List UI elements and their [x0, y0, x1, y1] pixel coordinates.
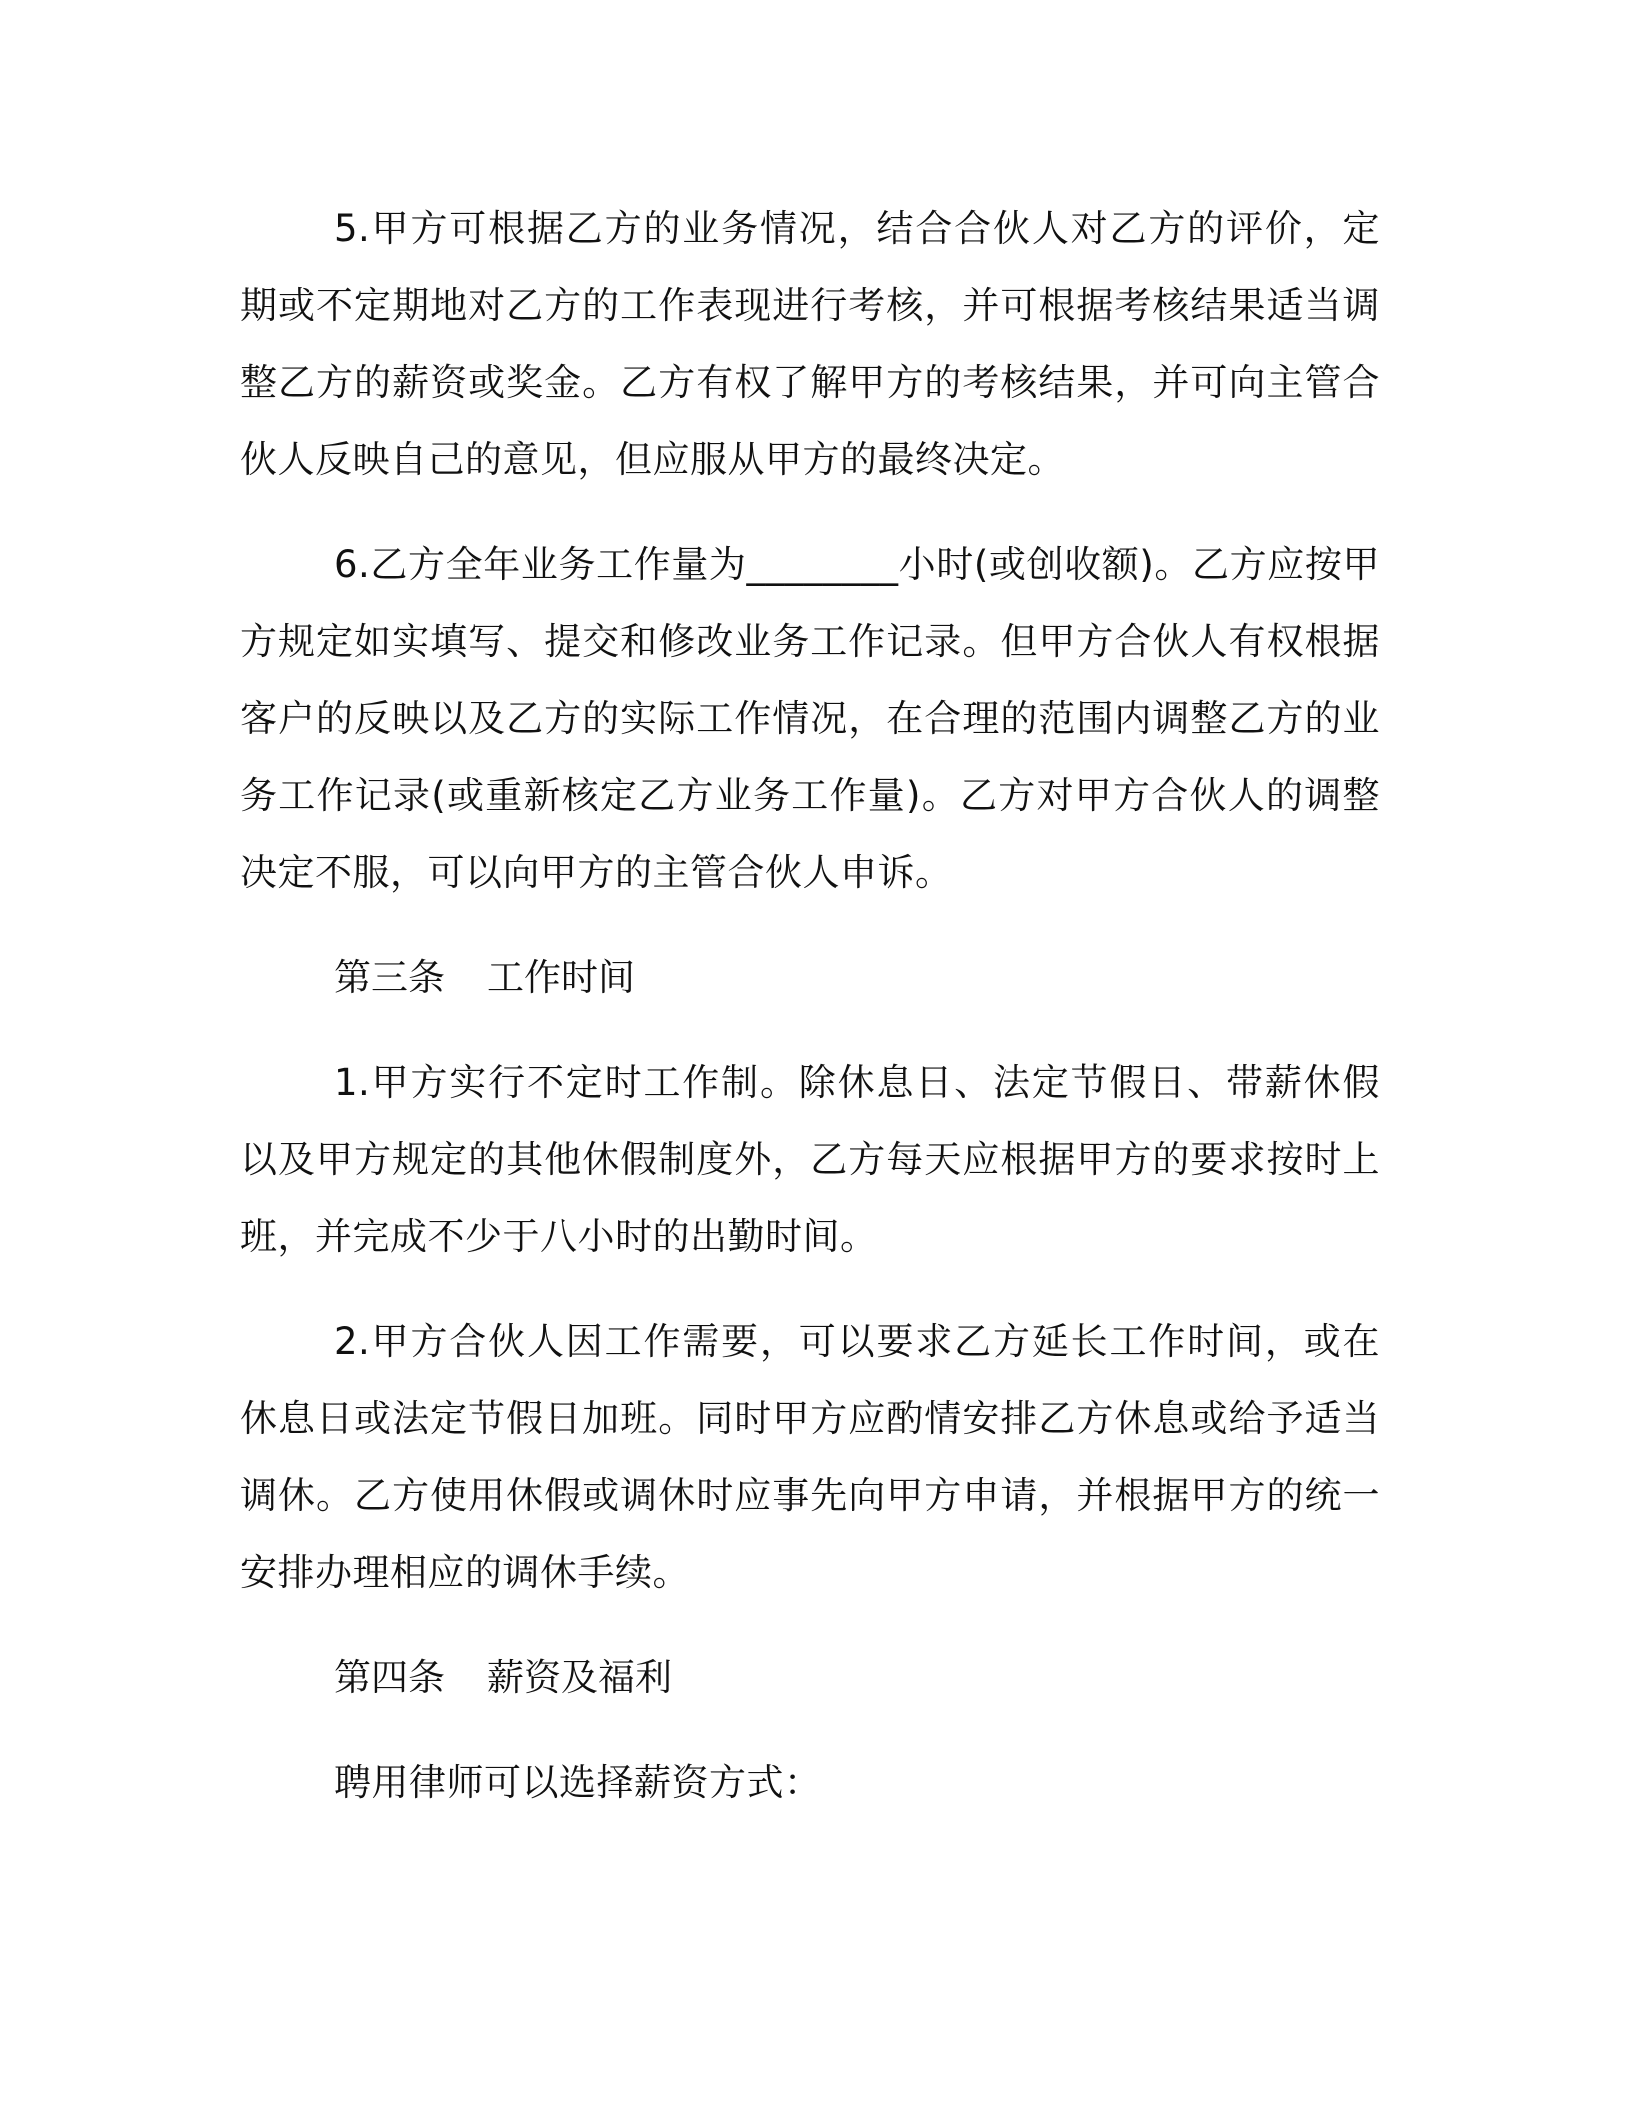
- article-4-number: 第四条: [334, 1656, 445, 1699]
- article-3-title: 工作时间: [487, 956, 635, 999]
- paragraph-gap: [240, 1716, 1380, 1744]
- article-3-item-2: 2.甲方合伙人因工作需要，可以要求乙方延长工作时间，或在休息日或法定节假日加班。同时甲方应酌情安排乙方休息或给予适当调休。乙方使用休假或调休时应事先向甲方申请，并根据甲方的统一安排办理相应的调休手续。: [240, 1320, 1380, 1594]
- paragraph-item-5: 5.甲方可根据乙方的业务情况，结合合伙人对乙方的评价，定期或不定期地对乙方的工作表现进行考核，并可根据考核结果适当调整乙方的薪资或奖金。乙方有权了解甲方的考核结果，并可向主管合伙人反映自己的意见，但应服从甲方的最终决定。: [240, 207, 1380, 481]
- article-4-title: 薪资及福利: [487, 1656, 672, 1699]
- document-body: [240, 190, 1380, 1821]
- paragraph-gap: [240, 1611, 1380, 1639]
- paragraph-gap: [240, 498, 1380, 526]
- article-3-item-1: 1.甲方实行不定时工作制。除休息日、法定节假日、带薪休假以及甲方规定的其他休假制度外，乙方每天应根据甲方的要求按时上班，并完成不少于八小时的出勤时间。: [240, 1061, 1380, 1258]
- article-3-heading: [240, 939, 1380, 1016]
- paragraph-gap: [240, 1016, 1380, 1044]
- article-3-number: 第三条: [334, 956, 445, 999]
- paragraph-gap: [240, 1275, 1380, 1303]
- paragraph-gap: [240, 911, 1380, 939]
- paragraph-item-6: 6.乙方全年业务工作量为________小时(或创收额)。乙方应按甲方规定如实填写、提交和修改业务工作记录。但甲方合伙人有权根据客户的反映以及乙方的实际工作情况，在合理的范围内调整乙方的业务工作记录(或重新核定乙方业务工作量)。乙方对甲方合伙人的调整决定不服，可以向甲方的主管合伙人申诉。: [240, 543, 1380, 894]
- salary-intro-paragraph: 聘用律师可以选择薪资方式：: [334, 1761, 822, 1804]
- article-4-heading: [240, 1639, 1380, 1716]
